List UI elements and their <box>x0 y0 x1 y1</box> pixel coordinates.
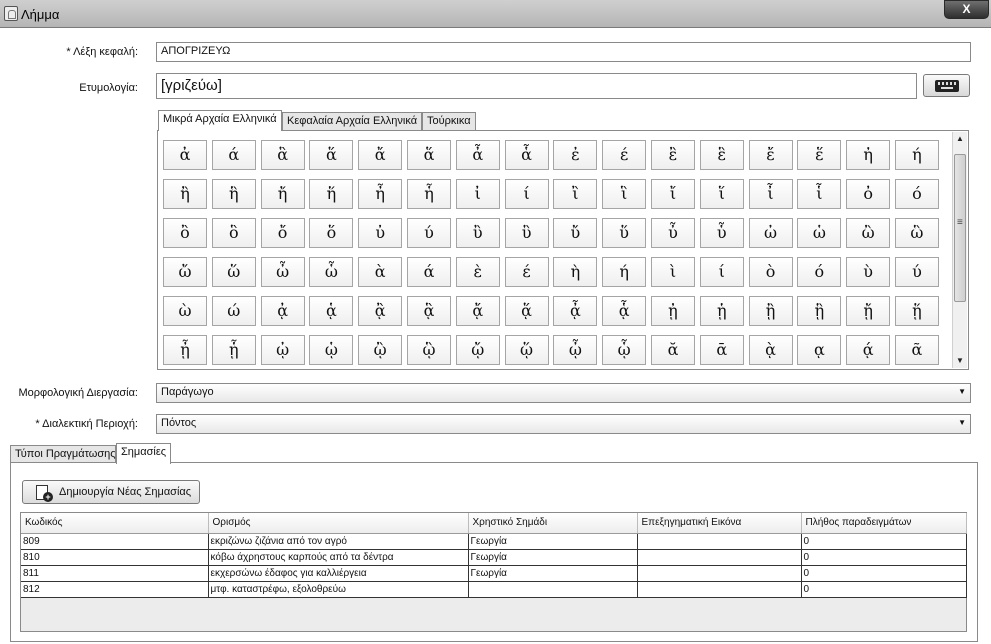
char-button[interactable]: ὶ <box>651 257 695 287</box>
cell-explanatory-image[interactable] <box>637 549 801 565</box>
cell-definition[interactable]: μτφ. καταστρέφω, εξολοθρεύω <box>208 581 468 597</box>
char-button[interactable]: ὕ <box>602 218 646 248</box>
char-button[interactable]: ᾤ <box>456 335 500 365</box>
table-row[interactable] <box>21 533 966 549</box>
char-button[interactable]: ᾶ <box>895 335 939 365</box>
cell-usage-mark[interactable] <box>468 581 637 597</box>
char-button[interactable]: ὦ <box>261 257 305 287</box>
char-button[interactable]: ἕ <box>797 140 841 170</box>
char-button[interactable]: ᾅ <box>505 296 549 326</box>
char-button[interactable]: ᾗ <box>212 335 256 365</box>
char-button[interactable]: ὤ <box>163 257 207 287</box>
scroll-up-arrow-icon[interactable]: ▲ <box>956 134 964 143</box>
char-button[interactable]: ᾄ <box>456 296 500 326</box>
char-button[interactable]: ᾑ <box>700 296 744 326</box>
char-button[interactable]: ᾴ <box>846 335 890 365</box>
char-button[interactable]: ἴ <box>651 179 695 209</box>
cell-explanatory-image[interactable] <box>637 533 801 549</box>
etymology-label: Ετυμολογία: <box>79 82 138 94</box>
char-button[interactable]: ᾣ <box>407 335 451 365</box>
chevron-down-icon: ▼ <box>958 418 966 427</box>
cell-examples-count[interactable]: 0 <box>801 565 966 581</box>
cell-usage-mark[interactable]: Γεωργία <box>468 549 637 565</box>
tab-small-ancient-greek[interactable]: Μικρά Αρχαία Ελληνικά <box>158 110 282 131</box>
char-button[interactable]: ᾥ <box>505 335 549 365</box>
char-button[interactable]: ᾇ <box>602 296 646 326</box>
char-button[interactable]: ἦ <box>358 179 402 209</box>
meanings-table <box>21 513 967 598</box>
create-new-meaning-button[interactable] <box>22 480 200 504</box>
cell-definition[interactable]: εκριζώνω ζιζάνια από τον αγρό <box>208 533 468 549</box>
header-code[interactable]: Κωδικός <box>21 513 208 533</box>
char-button[interactable]: ἅ <box>309 140 353 170</box>
char-button[interactable]: ᾲ <box>749 335 793 365</box>
title-bar <box>0 0 991 28</box>
dialect-label: * Διαλεκτική Περιοχή: <box>35 418 138 430</box>
char-button[interactable]: ᾃ <box>407 296 451 326</box>
meanings-table-container <box>20 512 967 632</box>
char-button[interactable]: ὀ <box>846 179 890 209</box>
dialect-select[interactable] <box>156 414 971 434</box>
tab-meanings[interactable]: Σημασίες <box>116 443 171 464</box>
character-panel <box>157 130 969 370</box>
cell-code[interactable]: 811 <box>21 565 208 581</box>
etymology-input[interactable]: [γριζεύω] <box>156 73 917 99</box>
char-button[interactable]: ὠ <box>749 218 793 248</box>
char-button[interactable]: ἠ <box>846 140 890 170</box>
char-button[interactable]: ἰ <box>456 179 500 209</box>
char-button[interactable]: ᾦ <box>553 335 597 365</box>
char-button[interactable]: ᾐ <box>651 296 695 326</box>
char-button[interactable]: ύ <box>895 257 939 287</box>
char-button[interactable]: έ <box>602 140 646 170</box>
char-button[interactable]: ὣ <box>895 218 939 248</box>
char-button[interactable]: ᾔ <box>846 296 890 326</box>
char-button[interactable]: ὔ <box>553 218 597 248</box>
scroll-down-arrow-icon[interactable]: ▼ <box>956 356 964 365</box>
char-button[interactable]: ί <box>505 179 549 209</box>
keyboard-icon <box>935 80 959 92</box>
char-button[interactable]: ό <box>797 257 841 287</box>
char-button[interactable]: ᾠ <box>261 335 305 365</box>
char-button[interactable]: ἃ <box>261 140 305 170</box>
char-button[interactable]: ὢ <box>846 218 890 248</box>
char-button[interactable]: ἷ <box>797 179 841 209</box>
char-button[interactable]: ὐ <box>358 218 402 248</box>
char-panel-scrollbar[interactable] <box>952 132 967 368</box>
char-button[interactable]: ὸ <box>749 257 793 287</box>
header-examples-count[interactable]: Πλήθος παραδειγμάτων <box>801 513 966 533</box>
char-button[interactable]: ἇ <box>505 140 549 170</box>
char-button[interactable]: ἐ <box>553 140 597 170</box>
java-cup-icon <box>4 6 18 21</box>
char-button[interactable]: ἲ <box>553 179 597 209</box>
char-button[interactable]: ὺ <box>846 257 890 287</box>
table-row[interactable] <box>21 549 966 565</box>
virtual-keyboard-button[interactable] <box>923 74 970 97</box>
char-button[interactable]: ή <box>602 257 646 287</box>
char-button[interactable]: ὲ <box>456 257 500 287</box>
char-button[interactable]: ὒ <box>456 218 500 248</box>
char-button[interactable]: ᾧ <box>602 335 646 365</box>
char-button[interactable]: ᾳ <box>797 335 841 365</box>
close-button[interactable]: X <box>944 0 989 19</box>
table-row[interactable] <box>21 565 966 581</box>
head-word-input[interactable]: ΑΠΟΓΡΙΖΕΥΩ <box>156 42 971 62</box>
char-button[interactable]: ἔ <box>749 140 793 170</box>
dialect-select-value: Πόντος <box>161 417 197 429</box>
char-button[interactable]: ὡ <box>797 218 841 248</box>
head-word-label: * Λέξη κεφαλή: <box>66 46 138 58</box>
cell-explanatory-image[interactable] <box>637 581 801 597</box>
cell-code[interactable]: 810 <box>21 549 208 565</box>
char-button[interactable]: ᾆ <box>553 296 597 326</box>
table-header-row <box>21 513 966 533</box>
cell-code[interactable]: 809 <box>21 533 208 549</box>
char-button[interactable]: ἥ <box>309 179 353 209</box>
char-button[interactable]: ή <box>895 140 939 170</box>
char-button[interactable]: ἢ <box>163 179 207 209</box>
char-button[interactable]: ἤ <box>261 179 305 209</box>
char-button[interactable]: ὃ <box>212 218 256 248</box>
char-button[interactable]: ἓ <box>700 140 744 170</box>
char-button[interactable]: ώ <box>212 296 256 326</box>
char-button[interactable]: ᾡ <box>309 335 353 365</box>
char-button[interactable]: ἳ <box>602 179 646 209</box>
char-button[interactable]: ἀ <box>163 140 207 170</box>
char-button[interactable]: ᾖ <box>163 335 207 365</box>
create-new-meaning-label: Δημιουργία Νέας Σημασίας <box>59 486 192 498</box>
char-button[interactable]: ὖ <box>651 218 695 248</box>
scroll-thumb[interactable] <box>954 154 966 302</box>
char-button[interactable]: ὰ <box>358 257 402 287</box>
char-button[interactable]: ᾂ <box>358 296 402 326</box>
char-button[interactable]: ὅ <box>309 218 353 248</box>
morphology-select[interactable] <box>156 383 971 403</box>
cell-examples-count[interactable]: 0 <box>801 533 966 549</box>
char-button[interactable]: ό <box>895 179 939 209</box>
char-button[interactable]: ἄ <box>358 140 402 170</box>
character-grid <box>163 140 948 365</box>
plus-icon: + <box>43 492 53 502</box>
char-button[interactable]: ἶ <box>749 179 793 209</box>
cell-definition[interactable]: εκχερσώνω έδαφος για καλλιέργεια <box>208 565 468 581</box>
char-button[interactable]: ά <box>407 257 451 287</box>
char-button[interactable]: ἵ <box>700 179 744 209</box>
morphology-label: Μορφολογική Διεργασία: <box>18 387 138 399</box>
char-button[interactable]: ά <box>212 140 256 170</box>
header-usage-mark[interactable]: Χρηστικό Σημάδι <box>468 513 637 533</box>
char-button[interactable]: ί <box>700 257 744 287</box>
char-button[interactable]: ᾀ <box>261 296 305 326</box>
tab-turkish[interactable]: Τούρκικα <box>422 112 476 131</box>
char-button[interactable]: ᾢ <box>358 335 402 365</box>
cell-explanatory-image[interactable] <box>637 565 801 581</box>
char-button[interactable]: ᾁ <box>309 296 353 326</box>
cell-examples-count[interactable]: 0 <box>801 581 966 597</box>
char-button[interactable]: ᾰ <box>651 335 695 365</box>
char-button[interactable]: ύ <box>407 218 451 248</box>
char-button[interactable]: ἣ <box>212 179 256 209</box>
chevron-down-icon: ▼ <box>958 387 966 396</box>
char-button[interactable]: ἒ <box>651 140 695 170</box>
cell-examples-count[interactable]: 0 <box>801 549 966 565</box>
char-button[interactable]: ὼ <box>163 296 207 326</box>
char-button[interactable]: ᾒ <box>749 296 793 326</box>
window-title: Λήμμα <box>21 7 60 22</box>
char-button[interactable]: ἆ <box>456 140 500 170</box>
header-explanatory-image[interactable]: Επεξηγηματική Εικόνα <box>637 513 801 533</box>
char-button[interactable]: ὂ <box>163 218 207 248</box>
char-button[interactable]: ὧ <box>309 257 353 287</box>
char-button[interactable]: ὄ <box>261 218 305 248</box>
char-button[interactable]: ὗ <box>700 218 744 248</box>
char-button[interactable]: ᾓ <box>797 296 841 326</box>
char-button[interactable]: ὥ <box>212 257 256 287</box>
char-button[interactable]: ἧ <box>407 179 451 209</box>
tab-realization-types[interactable]: Τύποι Πραγμάτωσης <box>10 445 116 464</box>
char-button[interactable]: ὴ <box>553 257 597 287</box>
header-definition[interactable]: Ορισμός <box>208 513 468 533</box>
cell-code[interactable]: 812 <box>21 581 208 597</box>
char-button[interactable]: ἅ <box>407 140 451 170</box>
char-button[interactable]: έ <box>505 257 549 287</box>
char-button[interactable]: ὓ <box>505 218 549 248</box>
cell-definition[interactable]: κόβω άχρηστους καρπούς από τα δέντρα <box>208 549 468 565</box>
cell-usage-mark[interactable]: Γεωργία <box>468 533 637 549</box>
char-button[interactable]: ᾕ <box>895 296 939 326</box>
table-row[interactable] <box>21 581 966 597</box>
cell-usage-mark[interactable]: Γεωργία <box>468 565 637 581</box>
morphology-select-value: Παράγωγο <box>161 386 214 398</box>
char-button[interactable]: ᾱ <box>700 335 744 365</box>
tab-capital-ancient-greek[interactable]: Κεφαλαία Αρχαία Ελληνικά <box>282 112 422 131</box>
